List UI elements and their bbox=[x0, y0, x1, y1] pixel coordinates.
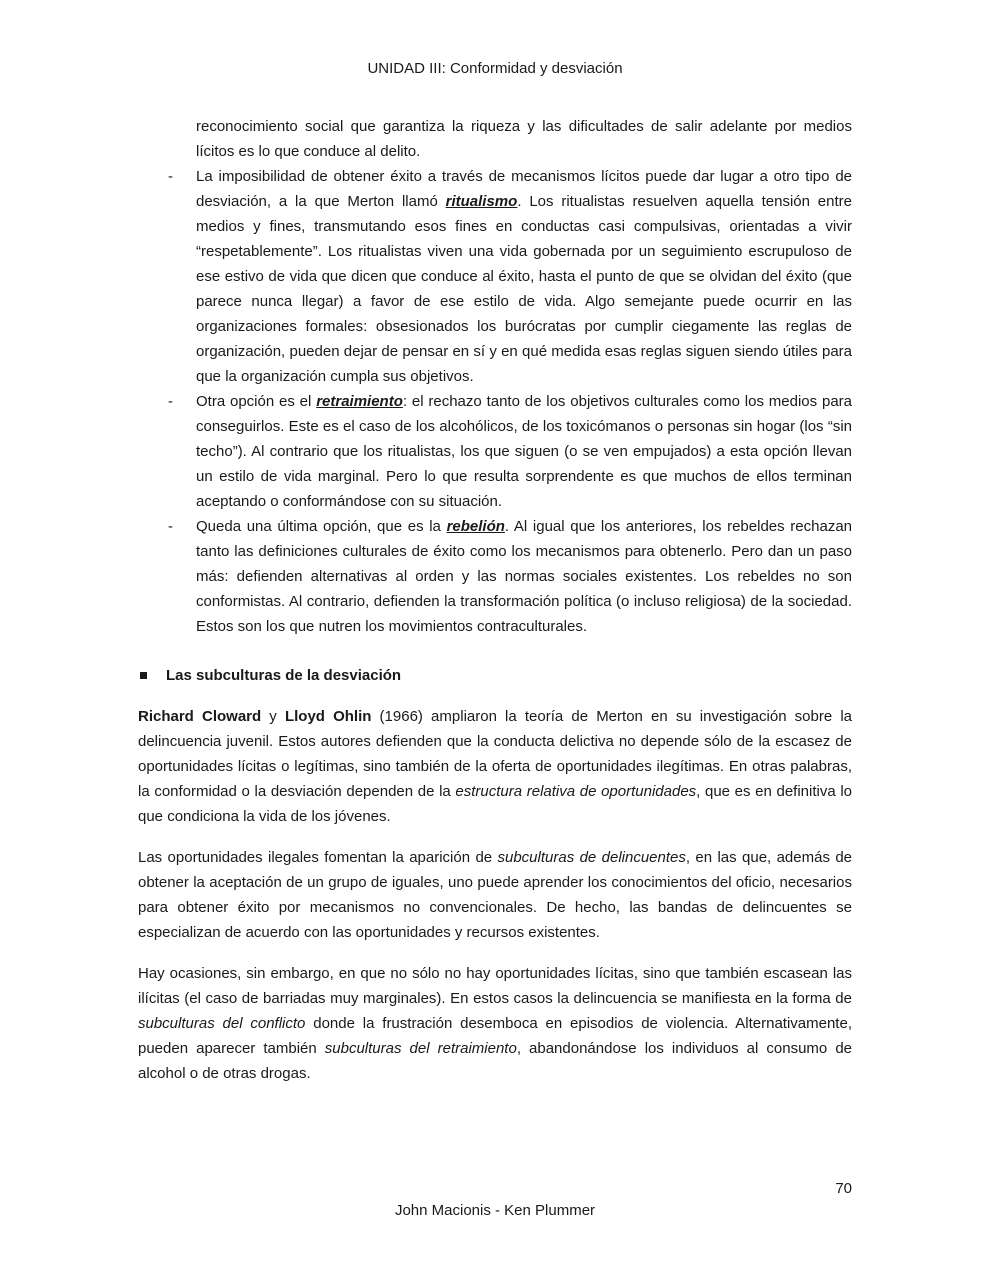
paragraph-text: , abandonándose los individuos al consumo de alcohol o de otras drogas. bbox=[138, 1040, 853, 1082]
list-item-rebelion bbox=[138, 514, 852, 639]
item-text: . Al igual que los anteriores, los rebeldes rechazan tanto las definiciones culturales de éxito como los mecanismos para obtenerlo. Pero dan un paso más: defienden alternativas al orden y las normas sociales existentes. Los rebeldes no son conformistas. Al contrario, defienden la transformación política (o incluso religiosa) de la sociedad. Estos son los que nutren los movimientos contraculturales. bbox=[196, 518, 852, 635]
item-text: La imposibilidad de obtener éxito a través de mecanismos lícitos puede dar lugar a otro tipo de desviación, a la que Merton llamó bbox=[196, 168, 852, 210]
author-name: Lloyd Ohlin bbox=[284, 708, 372, 725]
section-heading-text: Las subculturas de la desviación bbox=[166, 667, 402, 684]
paragraph-text: donde la frustración desemboca en episodios de violencia. Alternativamente, pueden aparecer también bbox=[138, 1015, 852, 1057]
italic-term: subculturas del retraimiento bbox=[324, 1040, 517, 1057]
dash-marker: - bbox=[168, 518, 173, 535]
paragraph-text: , en las que, además de obtener la aceptación de un grupo de iguales, uno puede aprender los conocimientos del oficio, necesarios para obtener éxito por mecanismos no convencionales. De hecho, las bandas de delincuentes se especializan de acuerdo con las oportunidades y recursos existentes. bbox=[138, 849, 852, 941]
paragraph-text: (1966) ampliaron la teoría de Merton en su investigación sobre la delincuencia juvenil. Estos autores defienden que la conducta delictiva no depende sólo de la escasez de oportunidades lícitas o legítimas, sino también de la oferta de oportunidades ilegítimas. En otras palabras, la conformidad o la desviación dependen de la bbox=[138, 708, 853, 800]
page-number: 70 bbox=[835, 1180, 852, 1197]
page-footer: John Macionis - Ken Plummer bbox=[394, 1202, 596, 1219]
section-heading bbox=[138, 663, 852, 688]
square-bullet-icon bbox=[140, 672, 147, 679]
page-body bbox=[138, 114, 852, 1086]
italic-term: estructura relativa de oportunidades bbox=[455, 783, 697, 800]
term-retraimiento: retraimiento bbox=[316, 393, 403, 410]
italic-term: subculturas de delincuentes bbox=[497, 849, 686, 866]
term-ritualismo: ritualismo bbox=[445, 193, 518, 210]
dash-marker: - bbox=[168, 168, 173, 185]
paragraph-oportunidades-ilegales bbox=[138, 845, 852, 945]
italic-term: subculturas del conflicto bbox=[138, 1015, 306, 1032]
paragraph-subculturas-conflicto bbox=[138, 961, 852, 1086]
paragraph-text: y bbox=[261, 708, 285, 725]
paragraph-cloward-ohlin bbox=[138, 704, 852, 829]
item-text: Otra opción es el bbox=[196, 393, 317, 410]
author-name: Richard Cloward bbox=[138, 708, 262, 725]
item-text: : el rechazo tanto de los objetivos culturales como los medios para conseguirlos. Este es el caso de los alcohólicos, de los toxicómanos o personas sin hogar (los “sin techo”). Al contrario que los ritualistas, los que siguen (o se ven empujados) a esta opción llevan un estilo de vida marginal. Pero lo que resulta sorprendente es que muchos de ellos terminan aceptando o conformándose con su situación. bbox=[196, 393, 852, 510]
paragraph-text: , que es en definitiva lo que condiciona la vida de los jóvenes. bbox=[138, 783, 853, 825]
list-item-ritualismo bbox=[138, 164, 852, 389]
item-text: . Los ritualistas resuelven aquella tensión entre medios y fines, transmutando esos fines en conductas casi compulsivas, orientadas a vivir “respetablemente”. Los ritualistas viven una vida gobernada por un seguimiento escrupuloso de ese estivo de vida que dicen que conduce al éxito, hasta el punto de que se olvidan del éxito (que parece nunca llegar) a favor de ese estilo de vida. Algo semejante puede ocurrir en las organizaciones formales: obsesionados los burócratas por cumplir ciegamente las reglas de organización, pueden dejar de pensar en sí y en qué medida esas reglas siguen siendo útiles para que la organización cumpla sus objetivos. bbox=[196, 193, 852, 385]
item-text: Queda una última opción, que es la bbox=[196, 518, 447, 535]
term-rebelion: rebelión bbox=[446, 518, 505, 535]
page-header: UNIDAD III: Conformidad y desviación bbox=[367, 60, 623, 77]
list-item-retraimiento bbox=[138, 389, 852, 514]
dash-marker: - bbox=[168, 393, 173, 410]
intro-continuation: reconocimiento social que garantiza la riqueza y las dificultades de salir adelante por medios lícitos es lo que conduce al delito. bbox=[196, 118, 852, 160]
paragraph-text: Las oportunidades ilegales fomentan la aparición de bbox=[138, 849, 498, 866]
paragraph-text: Hay ocasiones, sin embargo, en que no sólo no hay oportunidades lícitas, sino que también escasean las ilícitas (el caso de barriadas muy marginales). En estos casos la delincuencia se manifiesta en la forma de bbox=[138, 965, 852, 1007]
